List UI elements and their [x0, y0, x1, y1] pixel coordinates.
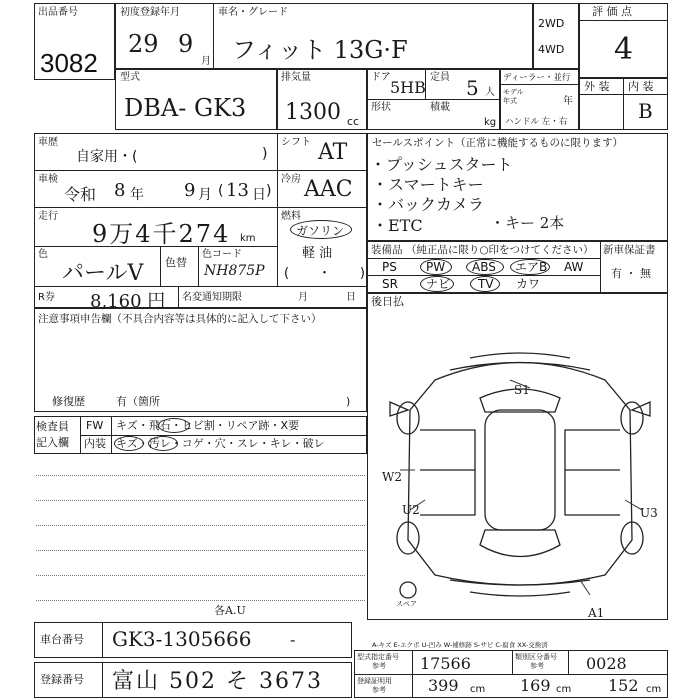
color-split1	[160, 246, 161, 286]
equip-pw: PW	[426, 260, 446, 274]
equipment-header: 装備品 （純正品に限り○印をつけてください）	[371, 244, 594, 256]
fw-label: FW	[86, 419, 104, 432]
first-reg-label: 初度登録年月	[120, 7, 180, 18]
mark-s1: S1	[514, 383, 530, 397]
ext-int-divider	[623, 78, 624, 130]
inspection-day-unit: 日	[252, 187, 266, 203]
mark-u2: U2	[402, 503, 420, 517]
inspection-month: 9	[184, 180, 196, 201]
reg-cert-label: 登録証明用	[357, 677, 392, 685]
equip-ps: PS	[382, 260, 397, 274]
after-payment-label: 後日払	[371, 295, 404, 308]
reg-cert-ref: 参考	[372, 686, 386, 694]
class-ref: 参考	[530, 662, 544, 670]
mileage-unit: km	[240, 233, 256, 244]
history-value: 自家用・(	[76, 149, 138, 165]
capacity-label: 定員	[430, 72, 450, 83]
chassis-dash: -	[290, 630, 296, 649]
length-unit: cm	[470, 684, 486, 695]
history-h2	[34, 207, 367, 208]
height-value: 152	[608, 676, 639, 695]
shift-value: AT	[318, 140, 348, 165]
type-designation-ref: 参考	[372, 662, 386, 670]
sales-point-4: ・ETC	[372, 216, 423, 235]
color-label: 色	[38, 249, 48, 260]
plate-split	[102, 662, 103, 698]
width-value: 169	[520, 676, 551, 695]
inspector-label-1: 検査員	[36, 420, 69, 433]
fuel-label: 燃料	[281, 211, 301, 222]
class-label: 類別区分番号	[515, 653, 557, 661]
score-divider	[579, 20, 668, 21]
equip-tv: TV	[478, 277, 494, 291]
color-code-value: NH875P	[204, 263, 265, 279]
history-label: 車歴	[38, 137, 58, 148]
lot-label: 出品番号	[38, 7, 78, 18]
mark-w2: W2	[382, 470, 402, 484]
displacement-label: 排気量	[281, 72, 311, 83]
repair-close: )	[346, 395, 351, 408]
note-line-1	[36, 475, 365, 476]
length-value: 399	[428, 676, 459, 695]
name-grade-label: 車名・グレード	[218, 7, 288, 18]
height-unit: cm	[646, 684, 662, 695]
type-designation-label: 型式指定番号	[357, 653, 399, 661]
score-label: 評 価 点	[592, 5, 632, 18]
lot-number: 3082	[40, 48, 98, 78]
fw-stone-circle	[158, 418, 190, 433]
fuel-diesel: 軽 油	[302, 246, 333, 261]
equip-aw: AW	[564, 260, 584, 274]
plate-value: 富山 502 そ 3673	[112, 669, 323, 694]
fuel-paren: ( ・ )	[284, 266, 365, 281]
fw-text: キズ・飛石・ヒビ割・リペア跡・X要	[116, 419, 300, 432]
drive-2wd: 2WD	[538, 17, 565, 30]
note-line-4	[36, 550, 365, 551]
door-value: 5HB	[390, 78, 426, 97]
model-value: DBA- GK3	[124, 94, 247, 122]
dealer-label: ディーラー・並行	[503, 73, 571, 83]
score-value: 4	[614, 32, 634, 67]
equip-leather: カワ	[516, 277, 541, 291]
first-reg-month-unit: 月	[201, 56, 211, 67]
inspection-era: 令和	[64, 185, 97, 204]
history-vsplit	[277, 133, 278, 286]
history-close: )	[262, 146, 268, 162]
note-line-5	[36, 575, 365, 576]
inspection-month-unit: 月	[198, 187, 212, 203]
header-divider	[213, 3, 214, 69]
door-hdivider	[367, 99, 500, 100]
recycle-value: 8,160 円	[90, 291, 166, 312]
shift-label: シフト	[281, 137, 311, 148]
diagram-note: 各A.U	[214, 604, 246, 617]
inspection-day: 13	[226, 180, 249, 201]
note-line-6	[36, 600, 365, 601]
inspection-paren-open: (	[218, 183, 224, 199]
declare-label: 注意事項申告欄（不具合内容等は具体的に記入して下さい）	[38, 313, 322, 325]
warranty-header: 新車保証書	[603, 244, 656, 256]
mileage-label: 走行	[38, 211, 58, 222]
mileage-value: 9万4千274	[92, 220, 231, 248]
first-reg-month: 9	[178, 30, 194, 58]
displacement-unit: cc	[347, 115, 360, 128]
interior-text: キズ・汚レ・コゲ・穴・スレ・キレ・破レ	[116, 437, 325, 450]
plate-label: 登録番号	[40, 673, 84, 686]
name-grade-value: フィット 13G·F	[232, 36, 408, 64]
key-note: ・キー 2本	[490, 214, 565, 232]
note-line-3	[36, 525, 365, 526]
ref-v3	[568, 650, 569, 674]
load-label: 積載	[430, 102, 450, 113]
mark-u3: U3	[640, 506, 658, 520]
inspection-year-unit: 年	[130, 187, 144, 203]
equip-navi: ナビ	[426, 277, 451, 291]
car-diagram	[380, 340, 660, 600]
ext-int-hdivider	[579, 94, 668, 95]
name-change-month: 月	[298, 292, 308, 303]
sales-point-2: ・スマートキー	[372, 175, 484, 194]
name-change-label: 名変通知期限	[182, 292, 242, 303]
inspector-label-2: 記入欄	[36, 436, 69, 449]
drive-4wd: 4WD	[538, 43, 565, 56]
model-year-label: モデル 年式	[503, 88, 524, 105]
color-value: パールV	[62, 261, 144, 286]
type-designation-value: 17566	[420, 654, 471, 673]
interior-label-row: 内装	[84, 437, 106, 450]
interior-stain-circle	[148, 436, 178, 451]
color-code-label: 色コード	[202, 249, 242, 260]
interior-label: 内 装	[628, 80, 654, 93]
equipment-split	[600, 241, 601, 293]
sales-point-3: ・バックカメラ	[372, 195, 485, 214]
sales-point-1: ・プッシュスタート	[370, 155, 513, 174]
class-value: 0028	[586, 654, 627, 673]
color-split2	[198, 246, 199, 286]
fuel-gas: ガソリン	[296, 224, 345, 238]
capacity-value: 5	[466, 76, 479, 100]
exterior-label: 外 装	[584, 80, 610, 93]
sales-points-header: セールスポイント（正常に機能するものに限ります）	[372, 137, 624, 149]
displacement-value: 1300	[285, 100, 341, 125]
recycle-label: R券	[38, 292, 55, 303]
mark-a1: A1	[588, 606, 605, 620]
load-unit: kg	[484, 117, 497, 128]
interior-value: B	[638, 99, 653, 123]
color-change-label: 色替	[165, 256, 187, 269]
model-label: 型式	[120, 72, 140, 83]
inspection-year: 8	[114, 180, 126, 201]
chassis-label: 車台番号	[40, 633, 84, 646]
spare-label: スペア	[396, 600, 417, 608]
dealer-divider	[500, 84, 579, 85]
capacity-unit: 人	[485, 87, 495, 98]
inspection-label: 車検	[38, 174, 58, 185]
drive-box	[533, 3, 579, 69]
width-unit: cm	[556, 684, 572, 695]
equip-abs: ABS	[472, 260, 496, 274]
equip-sr: SR	[382, 277, 398, 291]
ref-h	[354, 674, 668, 675]
repair-label: 修復歴	[52, 395, 85, 408]
inspection-paren-close: )	[266, 183, 272, 199]
chassis-split	[102, 622, 103, 658]
shape-label: 形状	[371, 102, 391, 113]
ac-value: AAC	[304, 177, 353, 202]
equip-airbag: エアB	[515, 260, 548, 274]
interior-scratch-circle	[114, 436, 144, 451]
chassis-value: GK3-1305666	[112, 627, 252, 651]
legend: A-キズ E-エクボ U-凹み W-補修跡 S-サビ C-腐食 XX-交換済	[372, 641, 548, 649]
door-label: ドア	[371, 72, 391, 83]
ref-v2	[512, 650, 513, 674]
history-h1	[34, 170, 367, 171]
handle-label: ハンドル 左・右	[505, 117, 568, 127]
model-year-unit: 年	[563, 96, 573, 107]
name-change-day: 日	[346, 292, 356, 303]
ac-label: 冷房	[281, 174, 301, 185]
repair-value: 有（箇所	[116, 395, 160, 408]
ref-v1	[412, 650, 413, 698]
recycle-split	[178, 286, 179, 308]
warranty-value: 有 ・ 無	[611, 267, 651, 280]
note-line-2	[36, 500, 365, 501]
first-reg-year: 29	[128, 30, 159, 58]
